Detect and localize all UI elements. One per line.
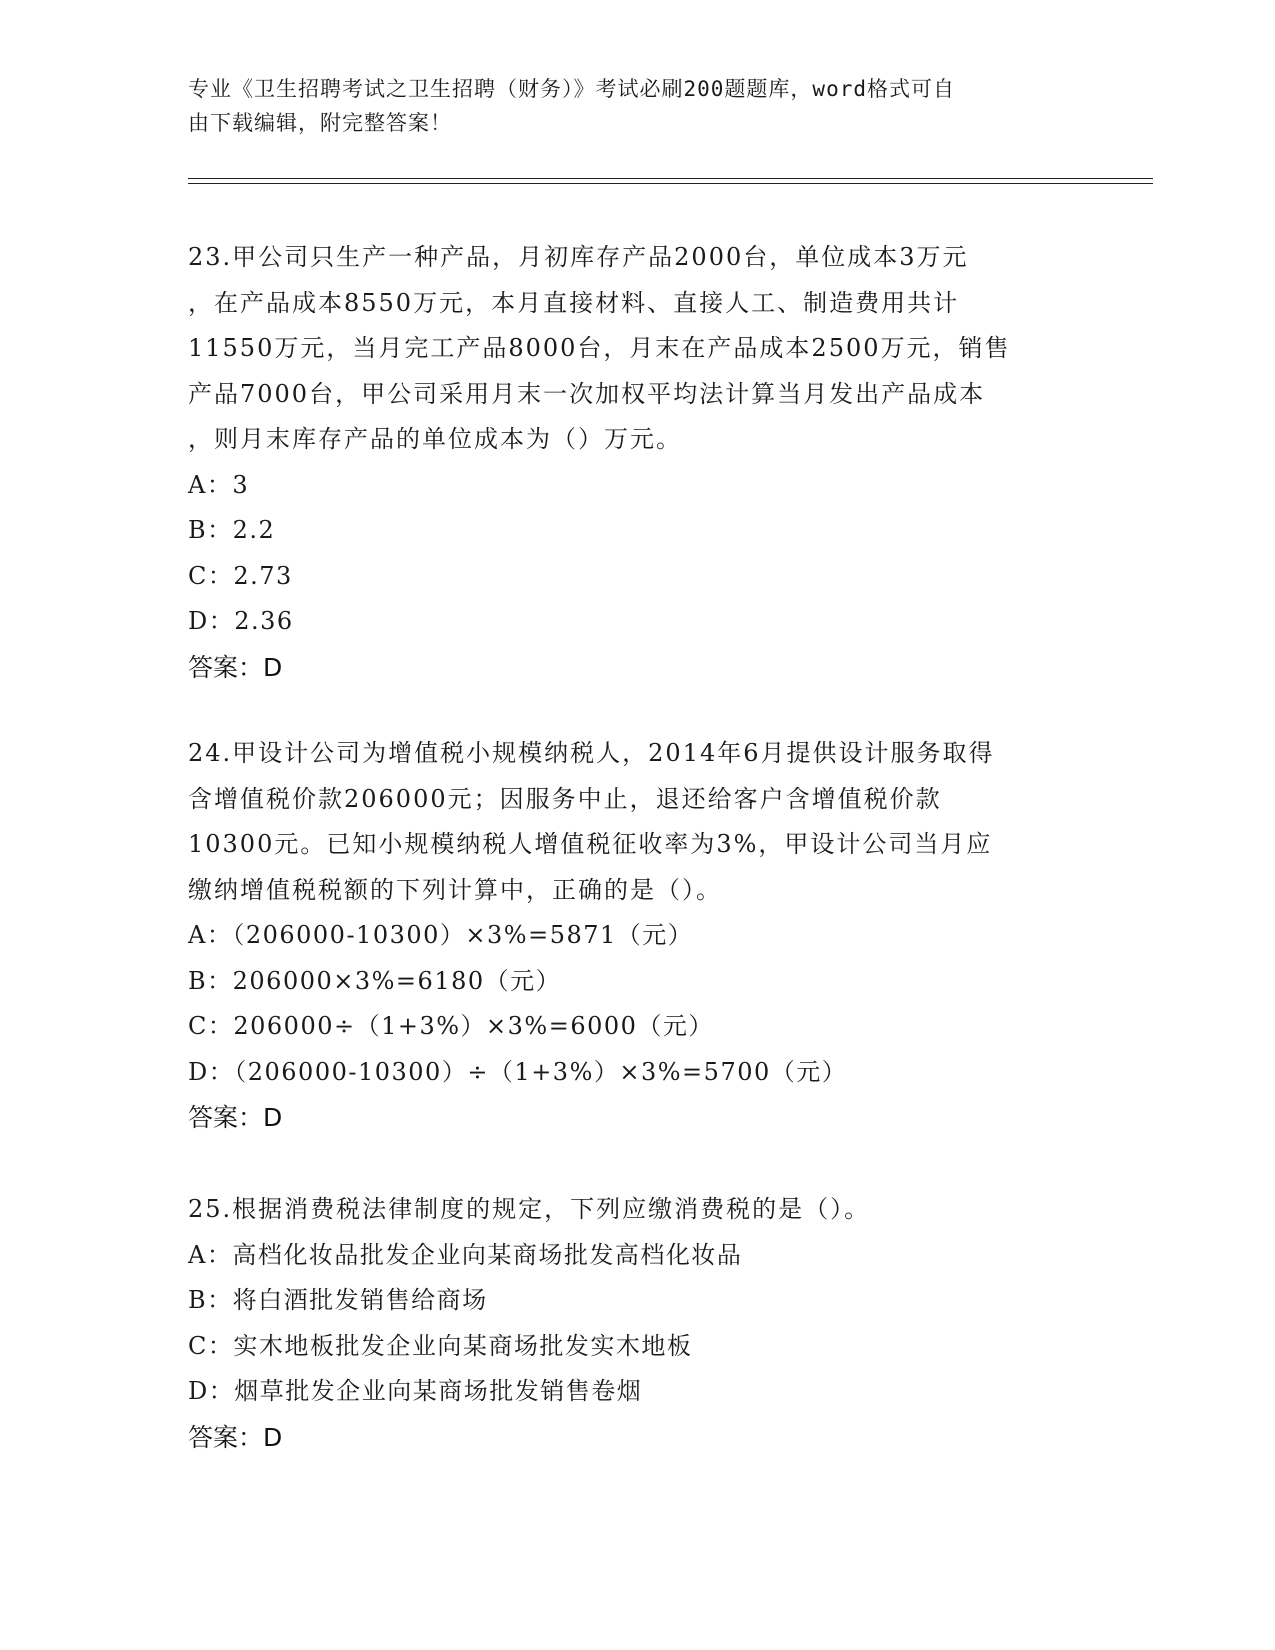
question-24	[188, 731, 1088, 1140]
question-stem-line: 10300元。已知小规模纳税人增值税征收率为3%，甲设计公司当月应	[188, 830, 993, 858]
answer-label: 答案：D	[188, 1103, 283, 1132]
answer-label: 答案：D	[188, 1422, 283, 1452]
question-stem-line: 含增值税价款206000元；因服务中止，退还给客户含增值税价款	[188, 784, 942, 813]
option-a: A：（206000-10300）×3%=5871（元）	[188, 921, 694, 949]
question-stem-line: ，在产品成本8550万元，本月直接材料、直接人工、制造费用共计	[188, 288, 960, 317]
option-b: B：将白酒批发销售给商场	[188, 1286, 488, 1314]
option-d: D：2.36	[188, 607, 294, 635]
option-d: D：（206000-10300）÷（1+3%）×3%=5700（元）	[188, 1057, 848, 1086]
question-23	[188, 235, 1088, 690]
header-divider-bottom	[188, 183, 1153, 184]
option-d: D：烟草批发企业向某商场批发销售卷烟	[188, 1377, 643, 1405]
question-25	[188, 1187, 1088, 1460]
option-c: C：2.73	[188, 561, 293, 590]
option-b: B：206000×3%=6180（元）	[188, 966, 562, 995]
option-a: A：高档化妆品批发企业向某商场批发高档化妆品	[188, 1240, 743, 1269]
question-stem-line: 24.甲设计公司为增值税小规模纳税人，2014年6月提供设计服务取得	[188, 739, 995, 767]
document-header	[188, 72, 1068, 140]
question-stem-line: 产品7000台，甲公司采用月末一次加权平均法计算当月发出产品成本	[188, 379, 986, 408]
option-b: B：2.2	[188, 516, 276, 544]
header-line-2: 由下载编辑，附完整答案！	[188, 111, 452, 135]
option-a: A：3	[188, 470, 250, 499]
question-stem-line: 缴纳增值税税额的下列计算中，正确的是（）。	[188, 875, 722, 904]
question-stem-line: 11550万元，当月完工产品8000台，月末在产品成本2500万元，销售	[188, 334, 1011, 362]
question-stem-line: 23.甲公司只生产一种产品，月初库存产品2000台，单位成本3万元	[188, 243, 969, 271]
question-stem-line: ，则月末库存产品的单位成本为（）万元。	[188, 425, 682, 453]
header-divider-top	[188, 178, 1153, 179]
option-c: C：206000÷（1+3%）×3%=6000（元）	[188, 1012, 714, 1040]
option-c: C：实木地板批发企业向某商场批发实木地板	[188, 1331, 693, 1360]
question-stem-line: 25.根据消费税法律制度的规定，下列应缴消费税的是（）。	[188, 1195, 871, 1223]
answer-label: 答案：D	[188, 652, 283, 682]
header-line-1: 专业《卫生招聘考试之卫生招聘（财务）》考试必刷200题题库，word格式可自	[188, 77, 955, 101]
